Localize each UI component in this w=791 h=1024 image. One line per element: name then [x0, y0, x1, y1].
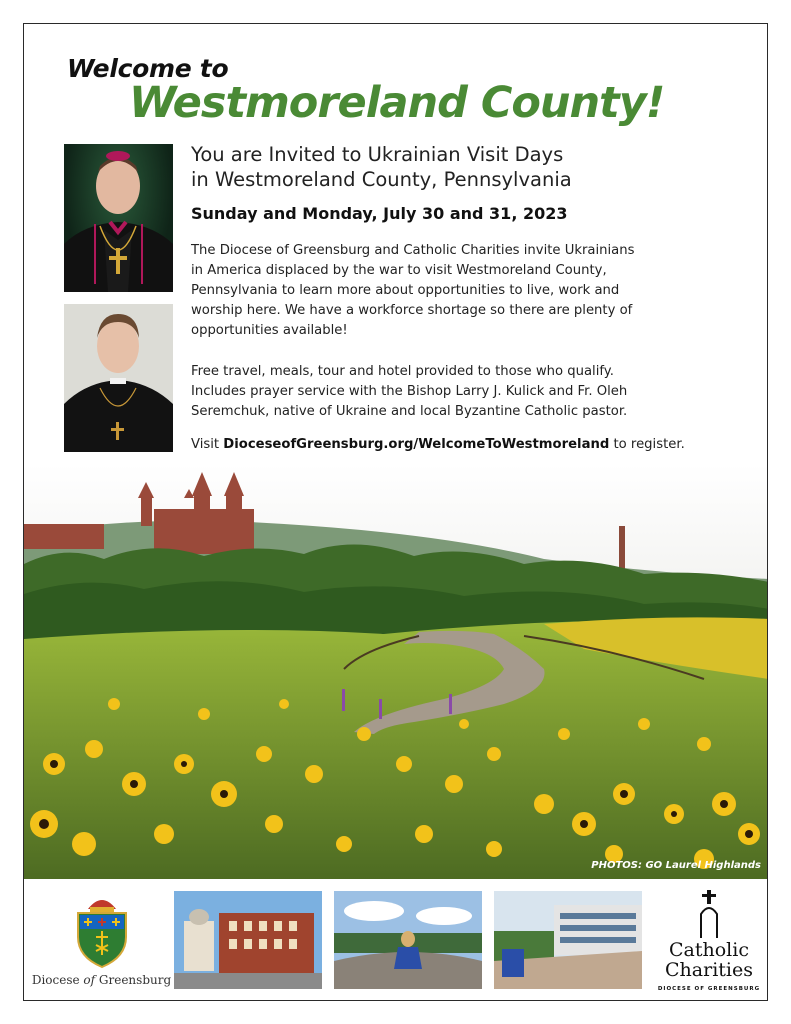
paragraph-line: Free travel, meals, tour and hotel provided to those who qualify.	[191, 364, 614, 379]
cc-word-catholic: Catholic	[669, 939, 749, 961]
footer-logos	[24, 880, 768, 1001]
paragraph-line: Includes prayer service with the Bishop Larry J. Kulick and Fr. Oleh	[191, 384, 628, 399]
campus-building-photo	[494, 891, 642, 989]
register-link[interactable]: DioceseofGreensburg.org/WelcomeToWestmoreland	[223, 437, 610, 452]
diocese-prefix: Diocese	[31, 973, 84, 987]
paragraph-line: Seremchuk, native of Ukraine and local Byzantine Catholic pastor.	[191, 404, 628, 419]
county-headline: Westmoreland County!	[129, 78, 665, 128]
overlook-photo	[334, 891, 482, 989]
catholic-charities-logo	[657, 890, 761, 998]
invite-title-line: in Westmoreland County, Pennsylvania	[191, 168, 572, 191]
visit-prefix: Visit	[191, 437, 224, 452]
invite-title	[191, 142, 731, 192]
invite-title-line: You are Invited to Ukrainian Visit Days	[191, 143, 564, 166]
invitation-paragraph	[191, 241, 751, 341]
priest-photo	[64, 304, 173, 452]
paragraph-line: in America displaced by the war to visit Westmoreland County,	[191, 263, 607, 278]
paragraph-line: worship here. We have a workforce shortage so there are plenty of	[191, 303, 633, 318]
cross-icon	[699, 890, 719, 938]
photo-credit: PHOTOS: GO Laurel Highlands	[591, 860, 761, 871]
town-street-photo	[174, 891, 322, 989]
register-line	[191, 435, 751, 455]
paragraph-line: Pennsylvania to learn more about opportunities to live, work and	[191, 283, 620, 298]
cc-subtitle: DIOCESE OF GREENSBURG	[657, 986, 761, 992]
diocese-crest-icon	[74, 893, 130, 975]
landscape-photo	[24, 464, 768, 879]
diocese-of: of	[83, 973, 96, 987]
visit-suffix: to register.	[609, 437, 685, 452]
offer-paragraph	[191, 362, 751, 422]
bishop-photo	[64, 144, 173, 292]
paragraph-line: The Diocese of Greensburg and Catholic Charities invite Ukrainians	[191, 243, 635, 258]
diocese-suffix: Greensburg	[95, 973, 172, 987]
diocese-label	[24, 973, 179, 987]
paragraph-line: opportunities available!	[191, 323, 348, 338]
event-dates: Sunday and Monday, July 30 and 31, 2023	[191, 204, 568, 223]
welcome-kicker: Welcome to	[67, 54, 229, 83]
flyer-frame	[23, 23, 768, 1001]
cc-word-charities: Charities	[665, 959, 753, 981]
